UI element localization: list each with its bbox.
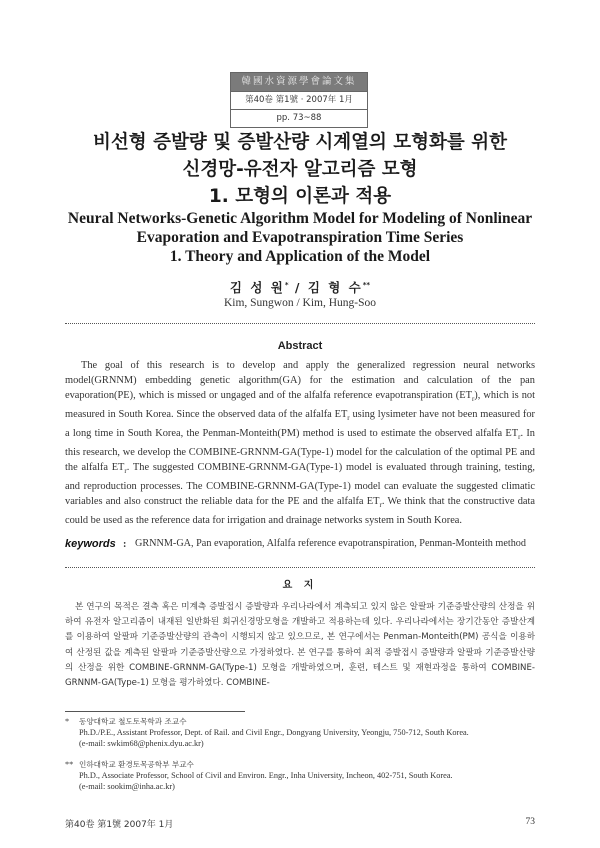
title-ko-line-1: 비선형 증발량 및 증발산량 시계열의 모형화를 위한 [93, 132, 507, 153]
journal-volume-issue: 第40卷 第1號 · 2007年 1月 [231, 91, 367, 109]
footnote-1-email: (e-mail: swkim68@phenix.dyu.ac.kr) [79, 739, 204, 748]
keywords-block [65, 537, 535, 552]
keywords-label: keywords [65, 538, 116, 550]
authors-english: Kim, Sungwon / Kim, Hung-Soo [223, 297, 377, 309]
abstract-body: The goal of this research is to develop and apply the generalized regression neural networks model(GRNNM) embedding genetic algorithm(GA) for the estimation and calculation of the pan evaporation(PE), which is missed or ungaged and of the alfalfa reference evapotranspiration $(ET_r)$, which is not measured in South Korea. Since the observed data of the alfalfa $ET_r$ using lysimeter have not been measured for a long time in South Korea, the Penman-Monteith(PM) method is used to estimate the observed alfalfa $ET_r$. In this research, we develop the COMBINE-GRNNM-GA(Type-1) model for the calculation of the optimal PE and the alfalfa $ET_r$. The suggested COMBINE-GRNNM-GA(Type-1) model is evaluated through training, testing, and reproduction processes. The COMBINE-GRNNM-GA(Type-1) model can evaluate the suggested climatic variables and also construct the reliable data for the PE and the alfalfa $ET_r$. We think that the constructive data could be used as the reference data for irrigation and drainage networks system in South Korea. [65, 360, 536, 527]
journal-header-box [230, 72, 368, 128]
page-number: 73 [525, 817, 535, 827]
title-en-line-2: Evaporation and Evapotranspiration Time Series [136, 229, 464, 246]
keywords-separator: : [123, 539, 127, 550]
title-ko-line-2: 신경망-유전자 알고리즘 모형 [182, 159, 418, 180]
keywords-text: GRNNM-GA, Pan evaporation, Alfalfa reference evapotranspiration, Penman-Monteith method [135, 538, 526, 549]
author-2-name: 김 형 수 [307, 280, 363, 295]
footnote-2-en: Ph.D., Associate Professor, School of Civil and Environ. Engr., Inha University, Incheon, 402-751, South Korea. [79, 771, 453, 780]
author-2-mark: ** [362, 280, 371, 289]
author-separator: / [288, 280, 308, 295]
title-en-line-3: 1. Theory and Application of the Model [169, 248, 431, 265]
footnote-rule [65, 711, 245, 712]
divider-dotted [65, 323, 535, 324]
title-ko-line-3: 1. 모형의 이론과 적용 [208, 186, 392, 207]
authors-korean [0, 278, 600, 296]
footnote-1-ko: 동양대학교 철도토목학과 조교수 [79, 717, 187, 726]
footnote-1-en: Ph.D./P.E., Assistant Professor, Dept. of Rail. and Civil Engr., Dongyang University, Yeongju, 750-712, South Korea. [79, 728, 469, 737]
footnote-2-email: (e-mail: sookim@inha.ac.kr) [79, 782, 175, 791]
divider-dotted [65, 567, 535, 568]
footnote-2-mark: ** [65, 760, 74, 769]
footnote-1 [65, 716, 535, 749]
author-1-name: 김 성 원 [229, 280, 285, 295]
footnote-2 [65, 759, 535, 792]
journal-name: 韓國水資源學會論文集 [231, 73, 367, 91]
author-1-mark: * [284, 280, 289, 289]
abstract-heading: Abstract [277, 340, 323, 352]
summary-heading: 요 지 [282, 580, 318, 591]
journal-pages: pp. 73~88 [231, 109, 367, 127]
title-en-line-1: Neural Networks-Genetic Algorithm Model for Modeling of Nonlinear [67, 210, 533, 227]
footnote-2-ko: 인하대학교 환경토목공학부 부교수 [79, 760, 194, 769]
footnote-1-mark: * [65, 717, 70, 726]
footer-journal-issue: 第40卷 第1號 2007年 1月 [65, 820, 174, 830]
summary-body: 본 연구의 목적은 결측 혹은 미계측 증발접시 증발량과 우리나라에서 계측되고 있지 않은 알팔파 기준증발산량의 산정을 위하여 유전자 알고리즘이 내재된 일반화된 회귀신경망모형을 개발하고 적용하는데 있다. 우리나라에서는 장기간동안 증발산계를 이용하여 알팔파 기준증발산량의 관측이 시행되지 않고 있으므로, 본 연구에서는 Penman-Monteith(PM) 공식을 이용하여 산정된 값을 계측된 알팔파 기준증발산량으로 가정하였다. 본 연구를 통하여 최적 증발접시 증발량과 알팔파 기준증발산량의 산정을 위한 COMBINE-GRNNM-GA(Type-1) 모형을 개발하였으며, 훈련, 테스트 및 재현과정을 통하여 COMBINE-GRNNM-GA(Type-1) 모형을 평가하였다. COMBINE- [65, 602, 535, 689]
